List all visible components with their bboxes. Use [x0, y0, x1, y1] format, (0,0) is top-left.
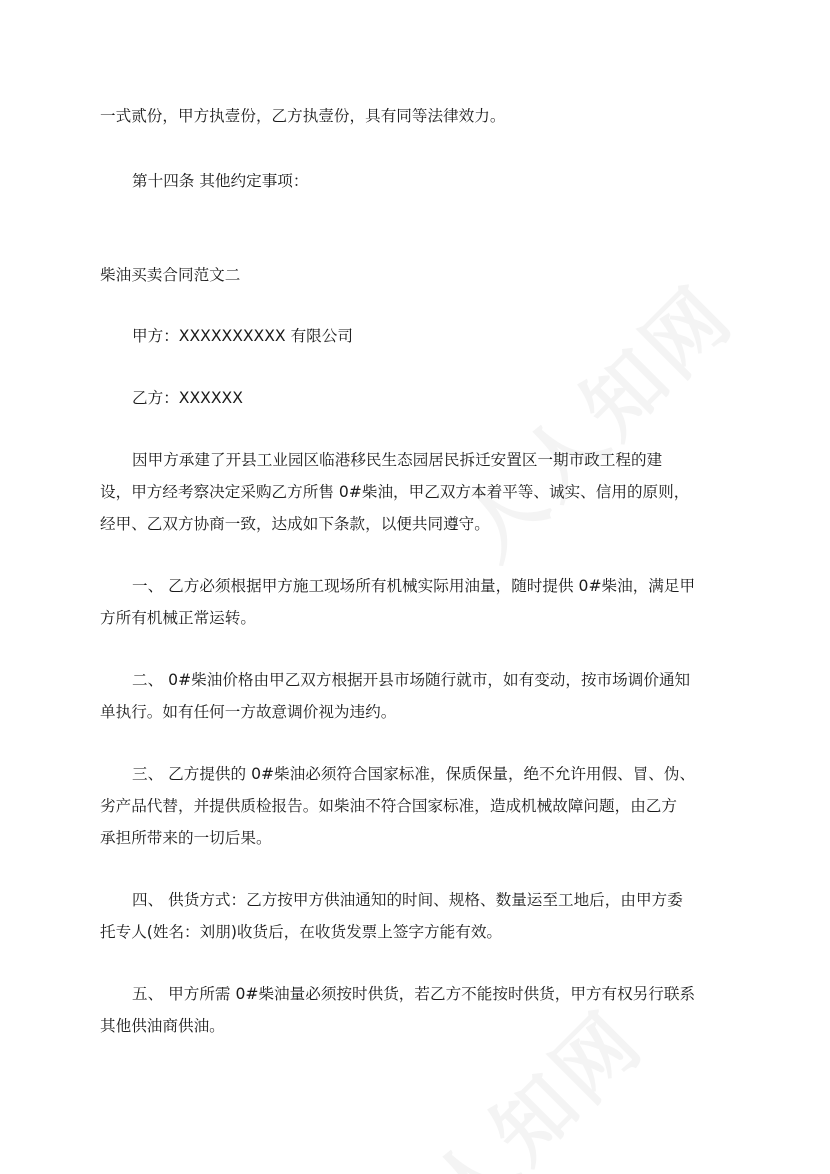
section-heading: 第十四条 其他约定事项：	[132, 172, 309, 190]
clause-line: 承担所带来的一切后果。	[100, 829, 272, 847]
document-title: 柴油买卖合同范文二	[100, 266, 241, 284]
clause-line: 四、 供货方式：乙方按甲方供油通知的时间、规格、数量运至工地后，由甲方委	[132, 891, 683, 909]
clause-line: 二、 0#柴油价格由甲乙双方根据开县市场随行就市，如有变动，按市场调价通知	[132, 671, 691, 689]
clause-line: 劣产品代替，并提供质检报告。如柴油不符合国家标准，造成机械故障问题，由乙方	[100, 797, 677, 815]
paragraph-line: 经甲、乙双方协商一致，达成如下条款，以便共同遵守。	[100, 515, 490, 533]
paragraph-line: 设，甲方经考察决定采购乙方所售 0#柴油，甲乙双方本着平等、诚实、信用的原则，	[100, 483, 690, 501]
clause-line: 托专人(姓名：刘朋)收货后，在收货发票上签字方能有效。	[100, 923, 503, 941]
party-b: 乙方：XXXXXX	[132, 389, 243, 407]
watermark	[340, 980, 665, 1174]
clause-line: 五、 甲方所需 0#柴油量必须按时供货，若乙方不能按时供货，甲方有权另行联系	[132, 985, 696, 1003]
party-a: 甲方：XXXXXXXXXX 有限公司	[132, 327, 353, 345]
clause-line: 一、 乙方必须根据甲方施工现场所有机械实际用油量，随时提供 0#柴油，满足甲	[132, 577, 696, 595]
clause-line: 其他供油商供油。	[100, 1017, 225, 1035]
clause-line: 三、 乙方提供的 0#柴油必须符合国家标准，保质保量，绝不允许用假、冒、伪、	[132, 765, 696, 783]
clause-line: 单执行。如有任何一方故意调价视为违约。	[100, 703, 397, 721]
paragraph-line: 一式贰份，甲方执壹份，乙方执壹份，具有同等法律效力。	[100, 107, 506, 125]
clause-line: 方所有机械正常运转。	[100, 609, 256, 627]
paragraph-line: 因甲方承建了开县工业园区临港移民生态园居民拆迁安置区一期市政工程的建	[132, 451, 663, 469]
